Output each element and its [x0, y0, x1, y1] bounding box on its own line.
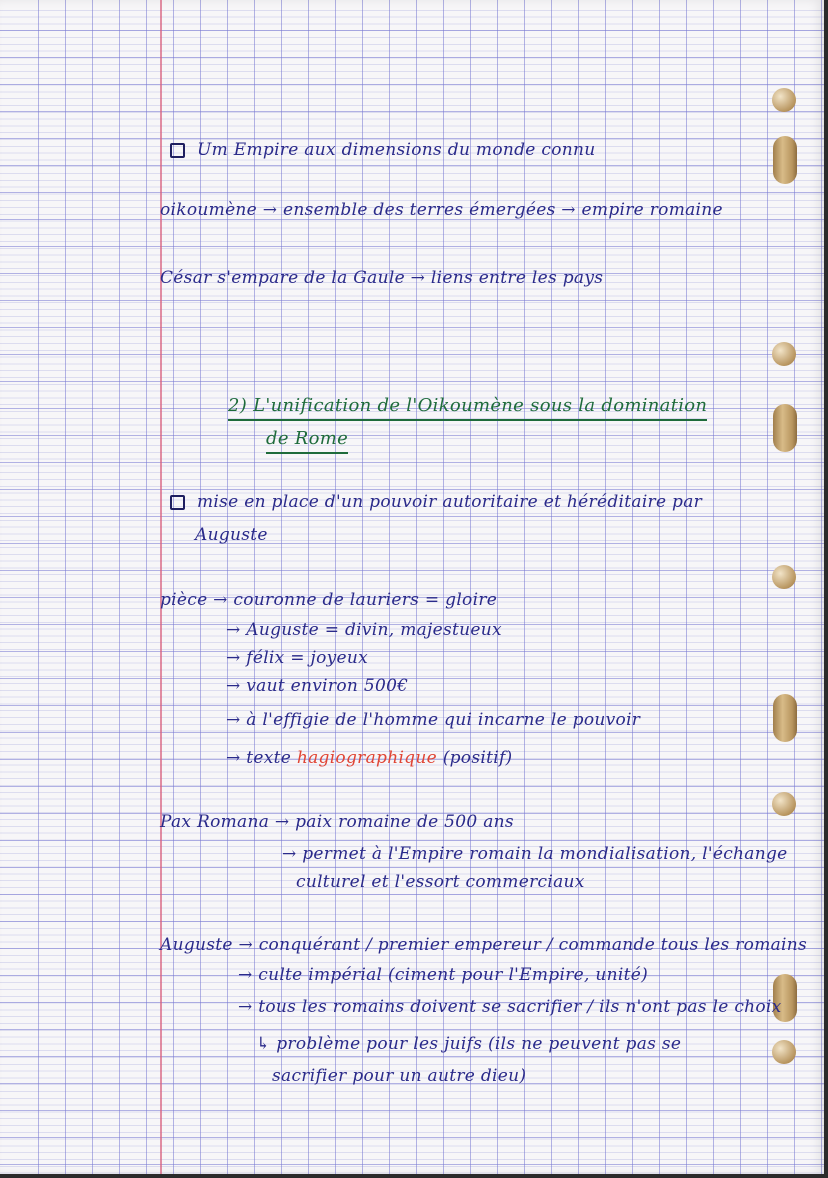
note-line: → vaut environ 500€ [226, 676, 409, 696]
punch-hole [772, 565, 796, 589]
punch-hole [772, 88, 796, 112]
note-line: sacrifier pour un autre dieu) [272, 1066, 527, 1086]
note-line: → tous les romains doivent se sacrifier / ils n'ont pas le choix [238, 997, 782, 1017]
note-line: pièce → couronne de lauriers = gloire [160, 590, 498, 610]
margin-line [160, 0, 162, 1174]
punch-hole [772, 342, 796, 366]
note-line: → texte hagiographique (positif) [226, 748, 513, 768]
binder-slot [773, 404, 797, 452]
punch-hole [772, 1040, 796, 1064]
binder-slot [773, 136, 797, 184]
note-line: Pax Romana → paix romaine de 500 ans [160, 812, 514, 832]
note-line: → à l'effigie de l'homme qui incarne le pouvoir [226, 710, 641, 730]
note-line: → permet à l'Empire romain la mondialisation, l'échange [282, 844, 788, 864]
note-line: → félix = joyeux [226, 648, 369, 668]
note-line: César s'empare de la Gaule → liens entre les pays [160, 268, 604, 288]
checkbox-bullet-icon [170, 495, 185, 510]
note-line: Auguste [195, 525, 268, 545]
note-line: → culte impérial (ciment pour l'Empire, unité) [238, 965, 649, 985]
section-heading: de Rome [266, 428, 348, 449]
note-line: oikoumène → ensemble des terres émergées → empire romaine [160, 200, 723, 220]
binder-slot [773, 694, 797, 742]
note-line: → Auguste = divin, majestueux [226, 620, 502, 640]
checkbox-bullet-icon [170, 143, 185, 158]
note-line: culturel et l'essort commerciaux [296, 872, 585, 892]
note-line: Auguste → conquérant / premier empereur / commande tous les romains [160, 935, 808, 955]
section-heading: 2) L'unification de l'Oikoumène sous la domination [228, 395, 707, 416]
punch-hole [772, 792, 796, 816]
note-line: ↳ problème pour les juifs (ils ne peuvent pas se [256, 1034, 682, 1054]
note-line: Um Empire aux dimensions du monde connu [170, 140, 595, 160]
note-line: mise en place d'un pouvoir autoritaire et héréditaire par [170, 492, 702, 512]
